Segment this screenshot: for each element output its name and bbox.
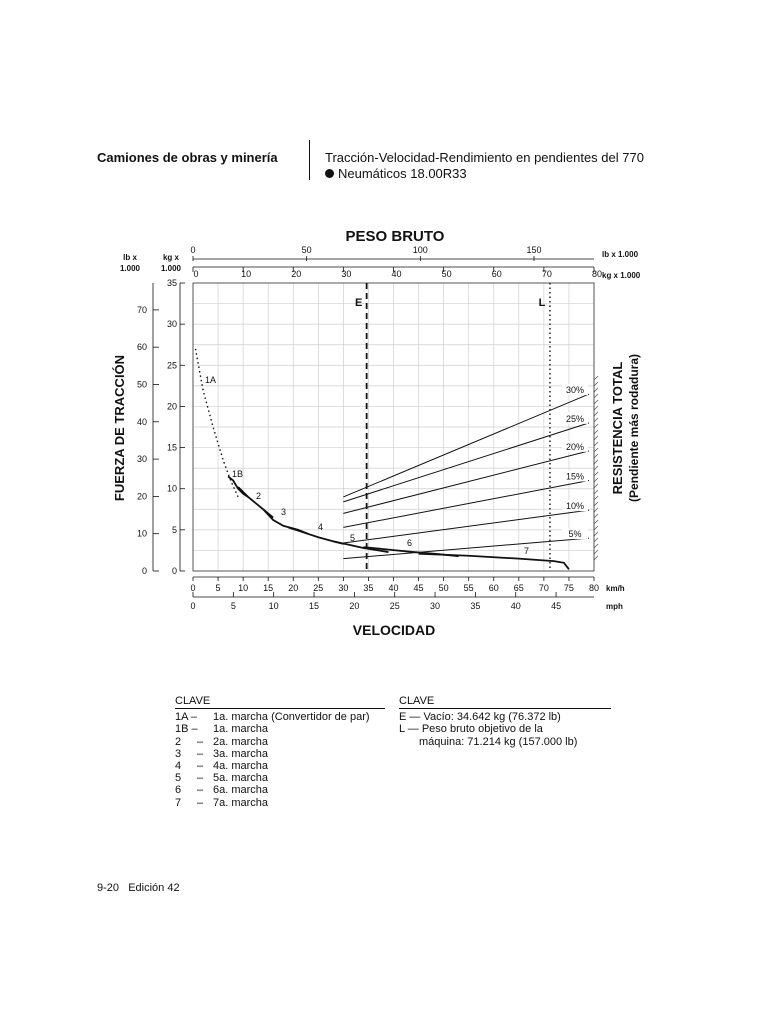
resistance-label: 15%: [565, 471, 584, 482]
tick-label-kmh: 25: [313, 583, 324, 593]
resistance-line: [343, 394, 589, 497]
tick-label-left-lb: 70: [136, 304, 147, 315]
resistance-label: 20%: [565, 441, 584, 452]
key-code: 6: [175, 784, 182, 797]
key-text: 1a. marcha (Convertidor de par): [213, 711, 370, 724]
key-dash: –: [197, 735, 204, 748]
tick-label-left-kg: 20: [166, 401, 177, 412]
page-number: 9-20: [97, 882, 120, 894]
tick-label-mph: 35: [470, 601, 481, 611]
caption-line-1: Tracción-Velocidad-Rendimiento en pendientes del 770: [325, 150, 644, 165]
key-code: 2: [175, 735, 182, 748]
resistance-label: 25%: [565, 413, 584, 424]
key-dash: –: [197, 747, 204, 760]
key-right-title: CLAVE: [399, 695, 611, 709]
hatch-mark: [594, 394, 598, 398]
tick-label-left-lb: 40: [136, 416, 147, 427]
key-text: 4a. marcha: [213, 760, 269, 773]
hatch-mark: [594, 514, 598, 518]
key-left-row: [175, 736, 385, 748]
gear-label: 7: [524, 546, 530, 556]
resistance-label: 10%: [565, 501, 584, 512]
marker-label-e: E: [354, 297, 363, 309]
unit-label-kg: kg x: [162, 253, 180, 262]
tick-label-top-kg: 50: [441, 269, 452, 279]
tick-label-mph: 20: [349, 601, 360, 611]
hatch-mark: [594, 418, 598, 422]
hatch-mark: [594, 478, 598, 482]
tick-label-kmh: 30: [338, 583, 349, 593]
tick-label-mph: 15: [309, 601, 320, 611]
unit-label-kmh: km/h: [606, 584, 625, 593]
hatch-mark: [594, 496, 598, 500]
tick-label-left-lb: 30: [136, 454, 147, 465]
tick-label-left-kg: 10: [166, 483, 177, 494]
hatch-mark: [594, 436, 598, 440]
caption-line-2-text: Neumáticos 18.00R33: [338, 166, 467, 181]
hatch-mark: [594, 526, 598, 530]
key-code: 4: [175, 760, 182, 773]
gear-label: 1B: [232, 469, 244, 479]
tick-label-left-lb: 0: [141, 566, 147, 576]
hatch-mark: [594, 538, 598, 542]
tick-label-kmh: 70: [538, 583, 549, 593]
key-text: 3a. marcha: [213, 747, 269, 760]
hatch-mark: [594, 442, 598, 446]
key-left-row: [175, 760, 385, 772]
tick-label-kmh: 45: [413, 583, 424, 593]
right-axis-subtitle: (Pendiente más rodadura): [627, 353, 641, 503]
x-axis-title: VELOCIDAD: [352, 622, 436, 638]
hatch-mark: [594, 556, 598, 560]
key-text: 2a. marcha: [213, 735, 269, 748]
tick-label-kmh: 10: [238, 583, 249, 593]
key-left-row: [175, 723, 385, 735]
unit-label-right-kg: kg x 1.000: [602, 271, 641, 280]
key-right-row: máquina: 71.214 kg (157.000 lb): [419, 735, 578, 748]
hatch-mark: [594, 484, 598, 488]
key-right-row: L — Peso bruto objetivo de la: [399, 723, 543, 736]
gear-label: 4: [318, 522, 324, 532]
tick-label-top-kg: 20: [291, 269, 302, 279]
tick-label-kmh: 20: [288, 583, 299, 593]
hatch-mark: [594, 388, 598, 392]
tick-label-kmh: 50: [438, 583, 449, 593]
hatch-mark: [594, 502, 598, 506]
key-dash: –: [197, 784, 204, 797]
tick-label-top-kg: 40: [391, 269, 402, 279]
key-left-row: [175, 748, 385, 760]
hatch-mark: [594, 460, 598, 464]
chart-title: PESO BRUTO: [345, 228, 445, 245]
tick-label-kmh: 15: [263, 583, 274, 593]
tick-label-kmh: 35: [363, 583, 374, 593]
key-code: 3: [175, 747, 182, 760]
unit-label-right-lb: lb x 1.000: [602, 250, 639, 259]
key-right-row: E — Vacío: 34.642 kg (76.372 lb): [399, 711, 561, 724]
hatch-mark: [594, 466, 598, 470]
key-right: [399, 695, 611, 748]
section-title: Camiones de obras y minería: [97, 150, 278, 165]
tick-label-kmh: 75: [563, 583, 574, 593]
gear-label: 5: [350, 533, 356, 543]
tick-label-kmh: 40: [388, 583, 399, 593]
hatch-mark: [594, 490, 598, 494]
tick-label-left-lb: 50: [136, 379, 147, 390]
tick-label-top-lb: 100: [412, 245, 428, 255]
tick-label-left-lb: 20: [136, 491, 147, 502]
key-left-row: [175, 784, 385, 796]
tick-label-kmh: 65: [513, 583, 524, 593]
key-left-row: [175, 772, 385, 784]
tick-label-left-kg: 25: [166, 360, 177, 371]
tick-label-top-lb: 50: [301, 245, 312, 255]
key-left-title: CLAVE: [175, 695, 385, 709]
tick-label-top-kg: 0: [193, 269, 199, 279]
key-left-row: [175, 797, 385, 809]
edition-label: Edición 42: [128, 882, 180, 894]
tick-label-mph: 25: [389, 601, 400, 611]
tick-label-kmh: 5: [215, 583, 221, 593]
resistance-label: 30%: [565, 385, 584, 396]
hatch-mark: [594, 550, 598, 554]
hatch-mark: [594, 382, 598, 386]
tick-label-top-kg: 70: [541, 269, 552, 279]
tick-label-top-kg: 60: [491, 269, 502, 279]
tick-label-top-kg: 30: [341, 269, 352, 279]
tick-label-kmh: 60: [488, 583, 499, 593]
resistance-line: [343, 510, 589, 543]
key-dash: –: [197, 760, 204, 773]
key-left: [175, 695, 385, 809]
tick-label-top-kg: 10: [241, 269, 252, 279]
tick-label-top-lb: 150: [526, 245, 542, 255]
tick-label-top-kg: 80: [591, 269, 603, 279]
gear-label: 1A: [205, 375, 217, 385]
tick-label-kmh: 55: [463, 583, 474, 593]
page-footer: [97, 882, 180, 894]
hatch-mark: [594, 412, 598, 416]
tick-label-mph: 30: [430, 601, 441, 611]
hatch-mark: [594, 472, 598, 476]
hatch-mark: [594, 376, 598, 380]
key-dash: –: [197, 772, 204, 785]
unit-label-lb: lb x: [123, 253, 137, 262]
unit-label-lb-2: 1.000: [119, 264, 141, 273]
tick-label-mph: 5: [230, 601, 236, 611]
hatch-mark: [594, 454, 598, 458]
hatch-mark: [594, 430, 598, 434]
tick-label-left-kg: 0: [171, 566, 177, 576]
tick-label-mph: 0: [190, 601, 196, 611]
tick-label-left-lb: 60: [136, 342, 147, 353]
key-text: 1a. marcha: [213, 723, 269, 736]
gear-label: 3: [281, 507, 287, 517]
tick-label-left-kg: 15: [166, 442, 177, 453]
unit-label-kg-2: 1.000: [160, 264, 182, 273]
resistance-line: [343, 423, 589, 502]
tick-label-mph: 10: [268, 601, 279, 611]
key-left-row: [175, 711, 385, 723]
tick-label-left-lb: 10: [136, 528, 147, 539]
hatch-mark: [594, 508, 598, 512]
tick-label-kmh: 0: [190, 583, 196, 593]
hatch-mark: [594, 448, 598, 452]
hatch-mark: [594, 424, 598, 428]
tick-label-mph: 40: [510, 601, 521, 611]
hatch-mark: [594, 400, 598, 404]
tick-label-left-kg: 35: [166, 278, 177, 288]
unit-label-mph: mph: [606, 602, 623, 611]
key-left-rows: [175, 711, 385, 809]
hatch-mark: [594, 532, 598, 536]
key-dash: –: [197, 796, 204, 809]
key-text: 6a. marcha: [213, 784, 269, 797]
hatch-mark: [594, 520, 598, 524]
y-axis-title: FUERZA DE TRACCIÓN: [112, 354, 127, 502]
key-code: 7: [175, 796, 182, 809]
tick-label-left-kg: 30: [166, 319, 177, 330]
hatch-mark: [594, 544, 598, 548]
key-code: 5: [175, 772, 182, 785]
key-text: 5a. marcha: [213, 772, 269, 785]
tick-label-left-kg: 5: [171, 524, 177, 535]
resistance-label: 5%: [568, 529, 582, 540]
right-axis-title: RESISTENCIA TOTAL: [610, 361, 625, 495]
key-text: 7a. marcha: [213, 796, 269, 809]
tick-label-mph: 45: [551, 601, 562, 611]
gear-label: 6: [407, 538, 413, 548]
marker-label-l: L: [538, 297, 546, 309]
gear-label: 2: [256, 491, 262, 501]
key-code: 1A –: [175, 711, 198, 724]
tick-label-top-lb: 0: [190, 245, 196, 255]
hatch-mark: [594, 406, 598, 410]
key-code: 1B –: [175, 723, 198, 736]
tick-label-kmh: 80: [588, 583, 600, 593]
key-right-rows: [399, 711, 611, 748]
